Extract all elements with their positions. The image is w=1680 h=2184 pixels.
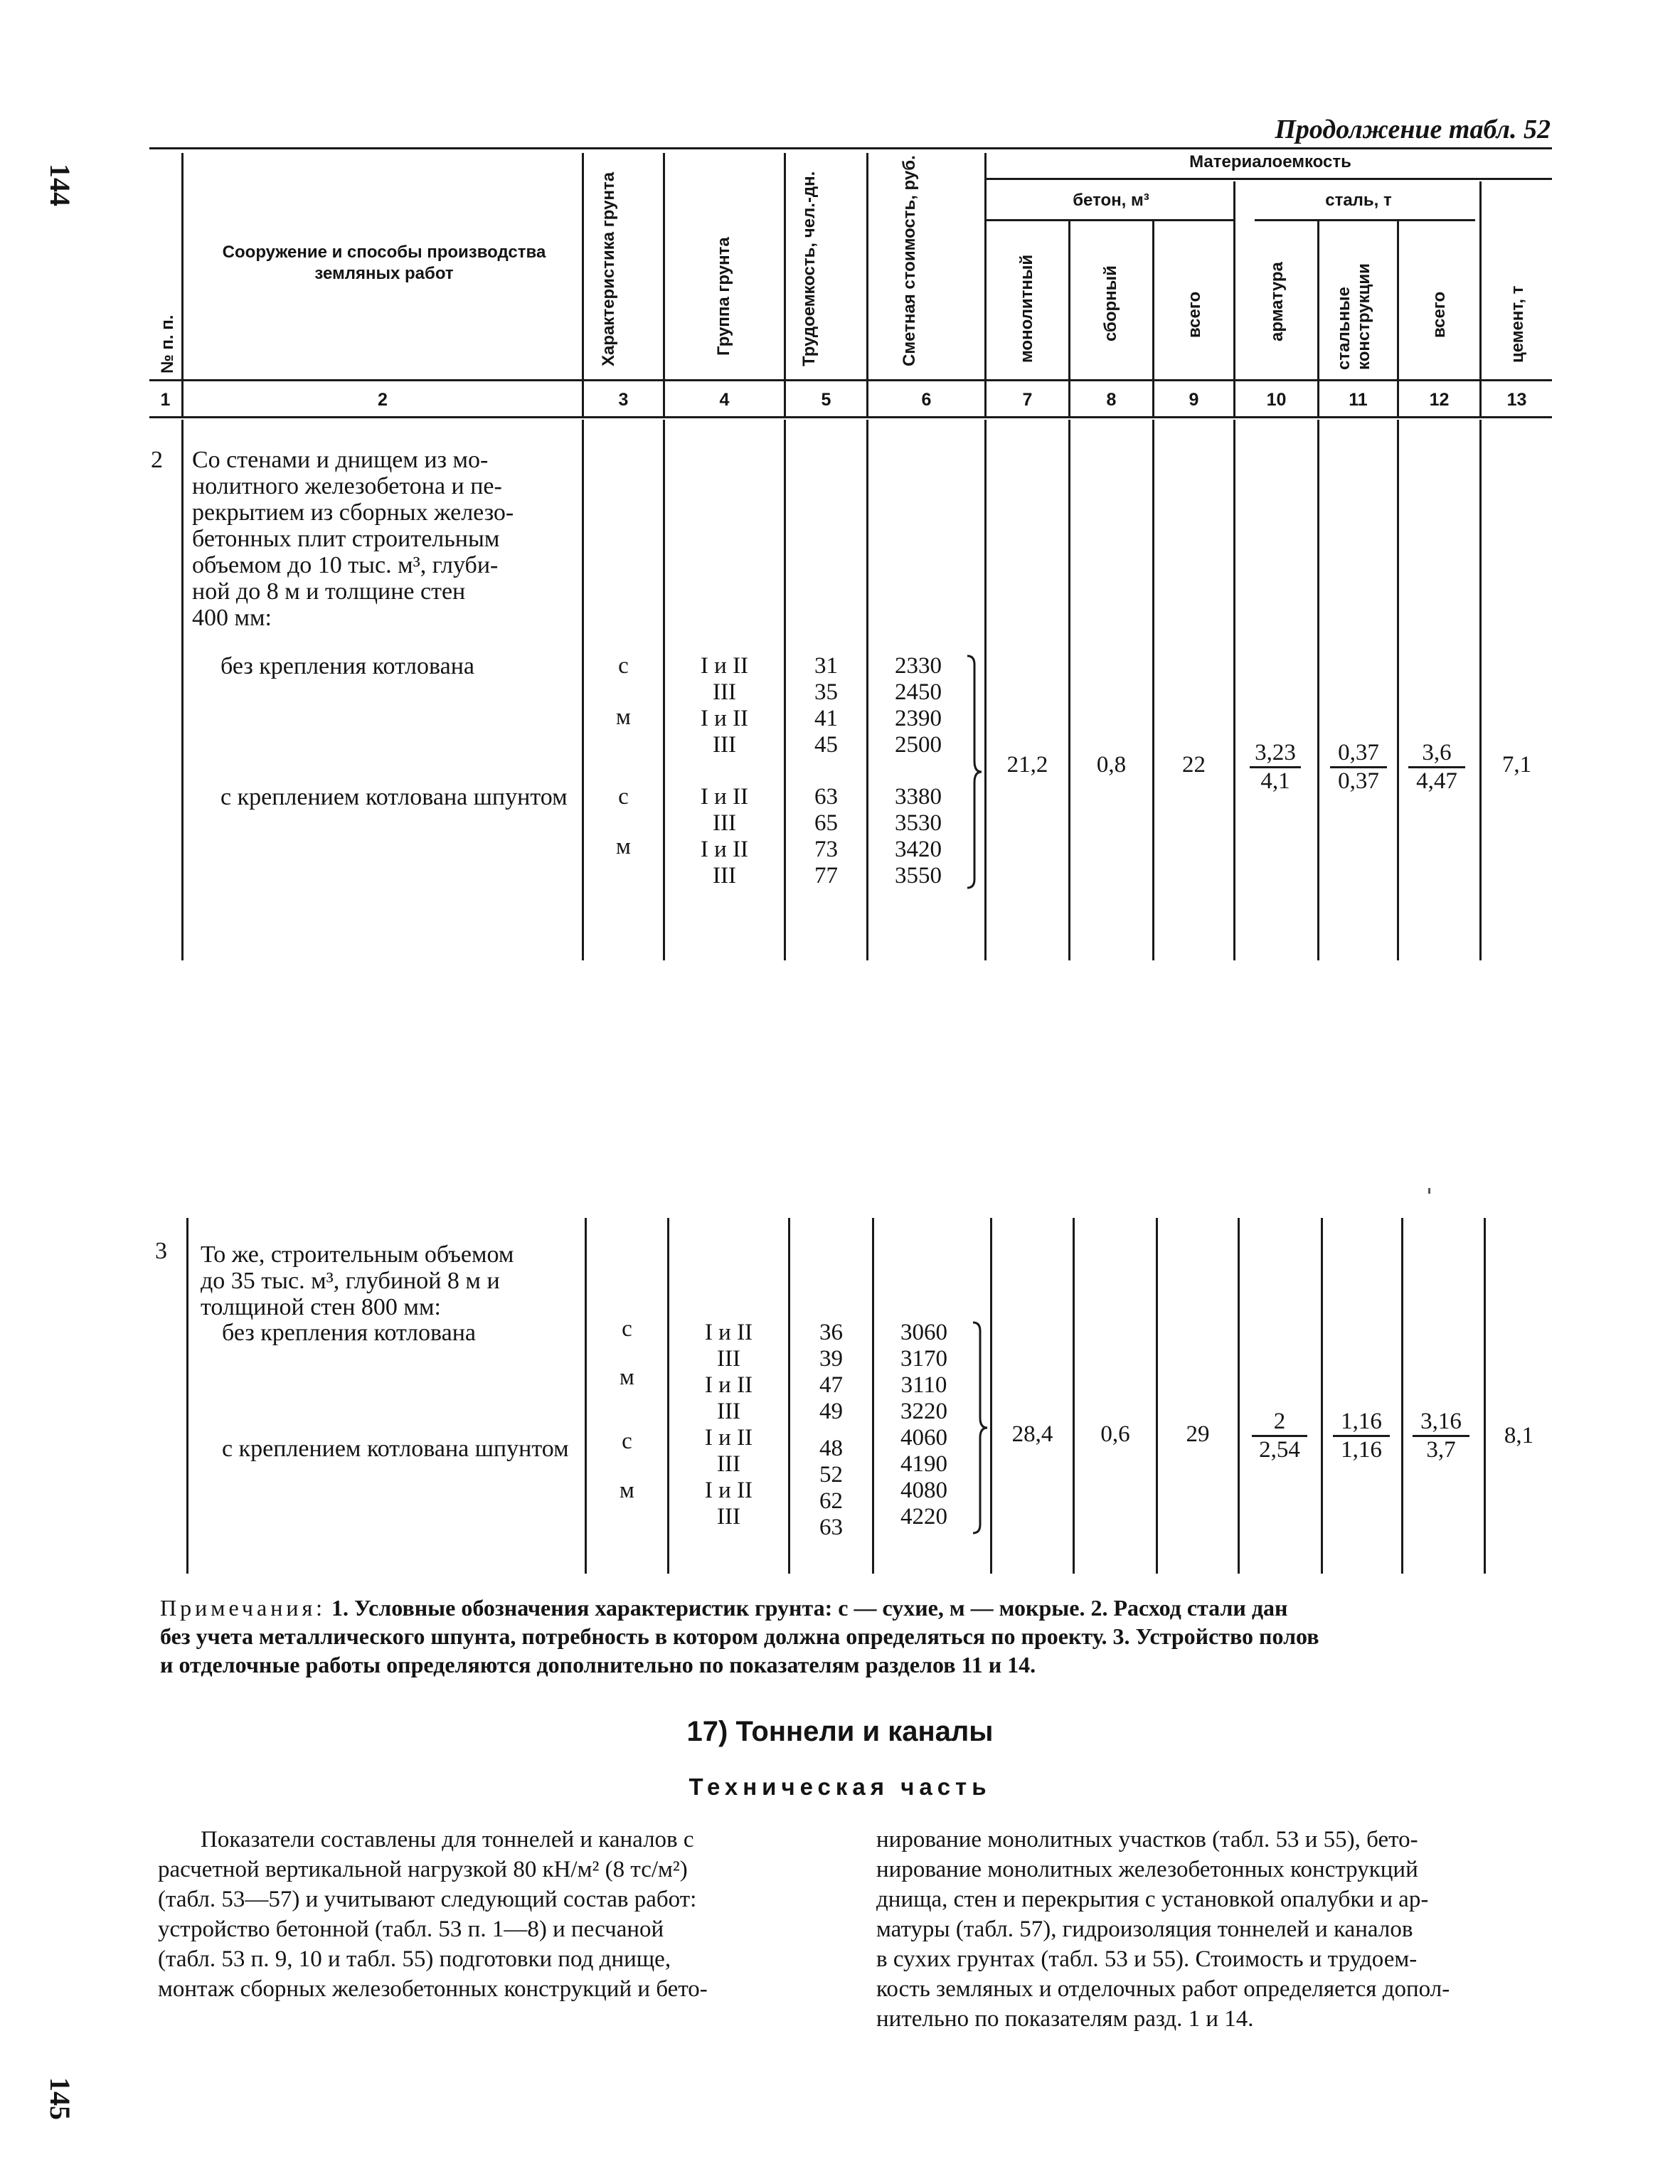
col-divider <box>1152 221 1154 418</box>
soil-char: с <box>618 784 629 810</box>
col-number: 4 <box>719 390 730 410</box>
cost-value: 3060 <box>900 1320 947 1345</box>
text-line: в сухих грунтах (табл. 53 и 55). Стоимость и трудоем- <box>876 1946 1418 1972</box>
fraction-bottom: 1,16 <box>1341 1437 1382 1463</box>
row-title-line: до 35 тыс. м³, глубиной 8 м и <box>201 1268 500 1294</box>
col-divider <box>1152 420 1154 960</box>
concrete-total-value: 29 <box>1186 1421 1210 1447</box>
cost-list <box>874 1425 974 1530</box>
labor-value: 77 <box>814 863 838 889</box>
fraction-bottom: 2,54 <box>1259 1437 1300 1463</box>
header-monolithic: монолитный <box>1017 254 1036 363</box>
cost-value: 2330 <box>895 653 942 679</box>
col-divider <box>984 153 987 418</box>
col-divider <box>582 153 584 418</box>
header-labor: Трудоемкость, чел.-дн. <box>799 171 819 366</box>
fraction-top: 0,37 <box>1330 740 1387 768</box>
header-precast: сборный <box>1101 265 1120 341</box>
header-cost: Сметная стоимость, руб. <box>900 155 919 366</box>
page-number-top: 144 <box>44 164 76 206</box>
cost-value: 3380 <box>895 784 942 810</box>
labor-value: 65 <box>814 810 838 836</box>
labor-value: 48 <box>819 1436 843 1461</box>
col-divider <box>181 420 184 960</box>
col-divider <box>1238 1218 1240 1574</box>
col-divider <box>582 420 584 960</box>
header-soil-group: Группа грунта <box>714 237 733 356</box>
col-number: 3 <box>618 390 629 410</box>
notes <box>160 1594 1554 1679</box>
labor-value: 36 <box>819 1320 843 1345</box>
fraction-top: 1,16 <box>1333 1409 1390 1437</box>
col-number: 1 <box>160 390 171 410</box>
header-materials: Материалоемкость <box>1189 152 1351 171</box>
col-number: 2 <box>378 390 388 410</box>
row-title-line: 400 мм: <box>192 605 272 631</box>
col-divider <box>1233 420 1235 960</box>
cost-value: 4060 <box>900 1425 947 1451</box>
cost-list <box>868 784 968 889</box>
precast-value: 0,8 <box>1096 752 1127 778</box>
labor-value: 52 <box>819 1462 843 1488</box>
row-title-line: толщиной стен 800 мм: <box>201 1294 441 1320</box>
header-steel: сталь, т <box>1325 191 1392 210</box>
monolithic-value: 21,2 <box>1006 752 1048 778</box>
col-divider <box>585 1218 587 1574</box>
brace-icon <box>972 1321 990 1534</box>
soil-char: м <box>616 704 631 730</box>
col-divider <box>990 1218 992 1574</box>
soil-group: III <box>713 810 736 836</box>
soil-char: с <box>622 1428 632 1454</box>
col-number: 10 <box>1266 390 1287 410</box>
cost-value: 3530 <box>895 810 942 836</box>
cost-value: 3220 <box>900 1399 947 1424</box>
col-divider <box>1397 420 1399 960</box>
subrow-label: без крепления котлована <box>220 653 474 679</box>
labor-value: 62 <box>819 1488 843 1514</box>
col-divider <box>1484 1218 1486 1574</box>
cost-value: 3420 <box>895 837 942 862</box>
row-number: 3 <box>155 1238 167 1264</box>
col-divider <box>1479 181 1482 418</box>
soil-group: III <box>713 732 736 758</box>
col-divider <box>663 153 665 418</box>
col-divider <box>1073 1218 1075 1574</box>
col-divider <box>1321 1218 1323 1574</box>
soil-char: с <box>618 653 629 679</box>
col-number: 13 <box>1506 390 1527 410</box>
notes-line: 1. Условные обозначения характеристик грунта: с — сухие, м — мокрые. 2. Расход стали дан <box>331 1595 1288 1621</box>
soil-group: III <box>717 1346 740 1372</box>
col-divider <box>1068 420 1070 960</box>
row-title-line: То же, строительным объемом <box>201 1241 514 1268</box>
row-title <box>192 447 576 631</box>
col-number: 5 <box>821 390 831 410</box>
row-title-line: бетонных плит строительным <box>192 526 500 552</box>
section-subtitle: Техническая часть <box>689 1774 991 1800</box>
soil-group: I и II <box>704 1320 753 1345</box>
cost-list <box>874 1320 974 1425</box>
cost-value: 4190 <box>900 1451 947 1477</box>
labor-value: 47 <box>819 1372 843 1398</box>
precast-value: 0,6 <box>1100 1421 1130 1447</box>
group-list <box>665 653 784 758</box>
concrete-rule <box>984 219 1233 221</box>
cost-value: 2390 <box>895 706 942 731</box>
header-steel-struct: стальные конструкции <box>1334 263 1373 370</box>
col-divider <box>1317 221 1319 418</box>
subrow-label: с креплением котлована шпунтом <box>220 784 568 810</box>
row-title <box>201 1241 585 1320</box>
soil-group: I и II <box>704 1425 753 1451</box>
header-structure: Сооружение и способы производства земляных работ <box>222 243 546 283</box>
soil-group: I и II <box>700 784 749 810</box>
concrete-total-value: 22 <box>1182 752 1206 778</box>
section-title: 17) Тоннели и каналы <box>686 1716 994 1747</box>
text-line: (табл. 53 п. 9, 10 и табл. 55) подготовки под днище, <box>158 1946 671 1972</box>
soil-group: I и II <box>704 1478 753 1503</box>
labor-value: 63 <box>814 784 838 810</box>
text-line: нирование монолитных участков (табл. 53 и 55), бето- <box>876 1827 1418 1852</box>
labor-value: 45 <box>814 732 838 758</box>
text-line: нирование монолитных железобетонных конструкций <box>876 1857 1418 1882</box>
cost-list <box>868 653 968 758</box>
labor-list <box>786 784 866 889</box>
row-title-line: объемом до 10 тыс. м³, глуби- <box>192 552 499 578</box>
soil-group: III <box>713 679 736 705</box>
colnum-rule <box>149 416 1552 418</box>
col-divider <box>1479 420 1482 960</box>
col-divider <box>1156 1218 1158 1574</box>
subrow-label: без крепления котлована <box>222 1320 476 1346</box>
labor-list <box>790 1436 872 1541</box>
rebar-fraction <box>1252 1409 1307 1463</box>
steel-struct-fraction <box>1330 740 1387 795</box>
page-number-bottom: 145 <box>44 2077 76 2120</box>
col-divider <box>866 153 868 418</box>
cement-value: 7,1 <box>1501 752 1532 778</box>
labor-value: 41 <box>814 706 838 731</box>
text-line: монтаж сборных железобетонных конструкций и бето- <box>158 1976 708 2002</box>
notes-label: Примечания: <box>160 1595 326 1621</box>
fraction-top: 3,6 <box>1408 740 1465 768</box>
cost-value: 2500 <box>895 732 942 758</box>
soil-group: III <box>717 1504 740 1530</box>
header-concrete: бетон, м³ <box>1073 191 1149 210</box>
text-line: Показатели составлены для тоннелей и каналов с <box>201 1827 694 1852</box>
cost-value: 2450 <box>895 679 942 705</box>
fraction-bottom: 3,7 <box>1426 1437 1456 1463</box>
cost-value: 3550 <box>895 863 942 889</box>
col-divider <box>1401 1218 1403 1574</box>
header-top-rule <box>149 147 1552 149</box>
fraction-bottom: 0,37 <box>1338 768 1379 794</box>
text-line: устройство бетонной (табл. 53 п. 1—8) и песчаной <box>158 1917 664 1942</box>
text-line: (табл. 53—57) и учитывают следующий состав работ: <box>158 1887 697 1912</box>
scan-mark <box>1428 1188 1430 1194</box>
labor-value: 35 <box>814 679 838 705</box>
fraction-bottom: 4,47 <box>1416 768 1457 794</box>
cost-value: 3110 <box>900 1372 947 1398</box>
text-line: нительно по показателям разд. 1 и 14. <box>876 2006 1254 2032</box>
col-divider <box>1068 221 1070 418</box>
soil-group: III <box>713 863 736 889</box>
col-number: 8 <box>1106 390 1117 410</box>
labor-value: 39 <box>819 1346 843 1372</box>
materials-rule <box>984 178 1552 180</box>
text-line: днища, стен и перекрытия с установкой опалубки и ар- <box>876 1887 1429 1912</box>
continuation-caption: Продолжение табл. 52 <box>1275 115 1551 144</box>
soil-group: III <box>717 1399 740 1424</box>
section-text-left <box>158 1825 834 2004</box>
header-bottom-rule <box>149 379 1552 381</box>
brace-icon <box>966 654 984 889</box>
col-divider <box>1317 420 1319 960</box>
header-steel-total: всего <box>1430 291 1449 338</box>
soil-group: I и II <box>700 653 749 679</box>
header-cement: цемент, т <box>1508 285 1527 363</box>
row-number: 2 <box>151 447 163 473</box>
cement-value: 8,1 <box>1504 1423 1534 1448</box>
text-line: кость земляных и отделочных работ определяется допол- <box>876 1976 1450 2002</box>
col-number: 11 <box>1349 390 1368 410</box>
soil-group: I и II <box>704 1372 753 1398</box>
header-soil-char: Характеристика грунта <box>599 171 618 366</box>
col-number: 6 <box>921 390 932 410</box>
col-divider <box>186 1218 188 1574</box>
row-title-line: рекрытием из сборных железо- <box>192 499 514 526</box>
soil-char: с <box>622 1316 632 1342</box>
col-number: 7 <box>1022 390 1033 410</box>
fraction-bottom: 4,1 <box>1260 768 1290 794</box>
group-list <box>669 1320 788 1425</box>
col-divider <box>784 153 786 418</box>
col-divider <box>1233 181 1235 418</box>
text-line: расчетной вертикальной нагрузкой 80 кН/м² (8 тс/м²) <box>158 1857 688 1882</box>
group-list <box>665 784 784 889</box>
fraction-top: 2 <box>1252 1409 1307 1437</box>
labor-list <box>790 1320 872 1425</box>
subrow-label: с креплением котлована шпунтом <box>222 1436 569 1462</box>
cost-value: 4080 <box>900 1478 947 1503</box>
steel-total-fraction <box>1413 1409 1469 1463</box>
labor-value: 31 <box>814 653 838 679</box>
col-number: 12 <box>1429 390 1450 410</box>
header-concrete-total: всего <box>1185 291 1204 338</box>
soil-group: III <box>717 1451 740 1477</box>
section-text-right <box>876 1825 1552 2034</box>
soil-char: м <box>616 834 631 859</box>
labor-value: 73 <box>814 837 838 862</box>
col-divider <box>984 420 987 960</box>
fraction-top: 3,23 <box>1250 740 1301 768</box>
header-no: № п. п. <box>158 314 177 373</box>
text-line: матуры (табл. 57), гидроизоляция тоннелей и каналов <box>876 1917 1413 1942</box>
steel-struct-fraction <box>1333 1409 1390 1463</box>
header-rebar: арматура <box>1267 262 1287 341</box>
soil-group: I и II <box>700 706 749 731</box>
notes-line: без учета металлического шпунта, потребность в котором должна определяться по проекту. 3. Устройство полов <box>160 1623 1319 1649</box>
notes-line: и отделочные работы определяются дополнительно по показателям разделов 11 и 14. <box>160 1652 1036 1677</box>
row-title-line: нолитного железобетона и пе- <box>192 473 502 499</box>
col-divider <box>1397 221 1399 418</box>
cost-value: 3170 <box>900 1346 947 1372</box>
labor-value: 63 <box>819 1515 843 1540</box>
soil-group: I и II <box>700 837 749 862</box>
fraction-top: 3,16 <box>1413 1409 1469 1437</box>
labor-list <box>786 653 866 758</box>
group-list <box>669 1425 788 1530</box>
rebar-fraction <box>1250 740 1301 795</box>
row-title-line: ной до 8 м и толщине стен <box>192 578 466 605</box>
soil-char: м <box>620 1478 634 1503</box>
cost-value: 4220 <box>900 1504 947 1530</box>
col-divider <box>181 153 184 418</box>
col-number: 9 <box>1189 390 1199 410</box>
monolithic-value: 28,4 <box>1011 1421 1053 1447</box>
labor-value: 49 <box>819 1399 843 1424</box>
row-title-line: Со стенами и днищем из мо- <box>192 447 489 473</box>
soil-char: м <box>620 1364 634 1390</box>
steel-total-fraction <box>1408 740 1465 795</box>
